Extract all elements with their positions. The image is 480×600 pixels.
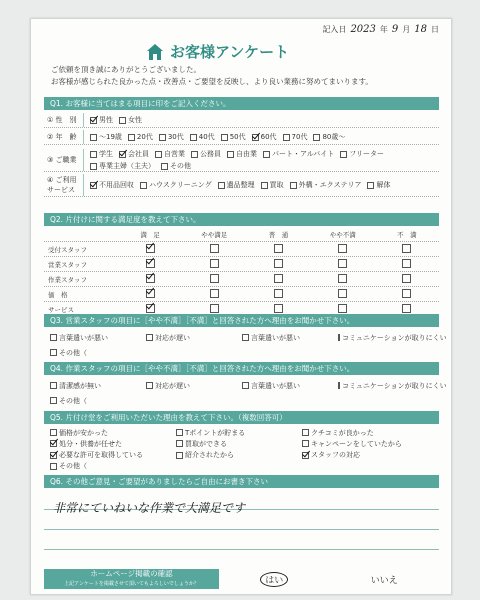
checkbox[interactable]: [242, 334, 249, 341]
q2-row-label: 作業スタッフ: [48, 275, 87, 284]
checkbox[interactable]: [176, 440, 183, 447]
checkbox-option[interactable]: [119, 115, 142, 125]
checkbox-option[interactable]: [90, 132, 122, 142]
checkbox-option[interactable]: [283, 132, 308, 142]
q2-column-header: 不 満: [397, 230, 417, 239]
q2-row-label: サービス: [48, 305, 74, 314]
checkbox[interactable]: [119, 117, 126, 124]
checkbox[interactable]: [146, 382, 153, 389]
rating-checkbox[interactable]: [402, 244, 411, 253]
checkbox[interactable]: [155, 151, 162, 158]
checkbox-label: 紹介されたから: [185, 451, 234, 460]
q1-row-label: ④ ご利用サービス: [44, 174, 84, 196]
rating-checkbox[interactable]: [210, 244, 219, 253]
page-title: [146, 41, 289, 62]
checkbox[interactable]: [283, 134, 290, 141]
checkbox[interactable]: [140, 182, 147, 189]
q2-cell: [118, 289, 182, 300]
checkbox-label: 言葉遣いが悪い: [251, 381, 300, 390]
checkbox-label: 自営業: [164, 150, 185, 158]
footer-consent: [44, 569, 439, 589]
checkbox-option[interactable]: [90, 161, 155, 171]
q2-cell: [311, 259, 375, 270]
q2-header: [44, 227, 439, 242]
checkbox[interactable]: [338, 334, 340, 341]
checkbox-option[interactable]: [242, 333, 332, 343]
q2-cell: [182, 274, 246, 285]
q2-column-header: やや満足: [201, 230, 228, 239]
date-month-unit: 月: [402, 25, 411, 34]
checkbox-label: 公務員: [200, 150, 221, 158]
checkbox-label: パート・アルバイト: [272, 150, 335, 158]
checkbox[interactable]: [90, 134, 97, 141]
checkbox-label: 対応が遅い: [155, 381, 190, 390]
checkbox-option[interactable]: [242, 381, 332, 391]
checkbox-option[interactable]: [119, 149, 149, 159]
checkbox-label: その他: [170, 162, 191, 170]
q2-cell: [182, 244, 246, 255]
checkbox-option[interactable]: [50, 348, 140, 358]
q3-options: [44, 330, 447, 360]
checkbox-option[interactable]: [146, 381, 236, 391]
checkbox-label: フリーター: [349, 150, 384, 158]
q2-cell: [246, 274, 310, 285]
rating-checkbox[interactable]: [210, 259, 219, 268]
checkbox-option[interactable]: [261, 180, 284, 190]
checkbox-option[interactable]: [340, 149, 384, 159]
q2-cell: [182, 259, 246, 270]
checkbox-label: コミュニケーションが取りにくい: [342, 333, 447, 342]
checkbox-label: 買取: [269, 181, 284, 189]
checkbox-option[interactable]: [191, 149, 221, 159]
checkbox-option[interactable]: [159, 132, 184, 142]
checkbox[interactable]: [191, 151, 198, 158]
rating-checkbox[interactable]: [338, 274, 347, 283]
checkbox-option[interactable]: [90, 115, 113, 125]
footer-label: [44, 569, 219, 589]
checkbox-option[interactable]: [227, 149, 257, 159]
checkbox-option[interactable]: [90, 149, 113, 159]
checkbox-option[interactable]: [161, 161, 191, 171]
checkbox[interactable]: [302, 452, 309, 459]
checkbox-label: 70代: [291, 133, 308, 141]
q2-column-header: 満 足: [140, 230, 160, 239]
checkbox[interactable]: [90, 163, 97, 170]
checkbox[interactable]: [302, 429, 309, 436]
q2-cell: [246, 289, 310, 300]
checkbox-label: 遺品整理: [226, 181, 255, 189]
checkbox-label: コミュニケーションが取りにくい: [342, 381, 447, 390]
rating-checkbox[interactable]: [210, 289, 219, 298]
checkbox-label: 女性: [128, 116, 142, 124]
checkbox-label: 言葉遣いが悪い: [251, 333, 300, 342]
checkbox-option[interactable]: [290, 180, 362, 190]
q1-row: [44, 149, 439, 172]
rating-checkbox[interactable]: [274, 259, 283, 268]
checkbox-label: キャンペーンをしていたから: [311, 439, 402, 448]
q2-cell: [118, 304, 182, 315]
q2-cell: [246, 259, 310, 270]
date-year-unit: 年: [379, 25, 388, 34]
checkbox-label: 対応が遅い: [155, 333, 190, 342]
checkbox-option[interactable]: [367, 180, 390, 190]
checkbox-label: 会社員: [128, 150, 149, 158]
q1-heading: Q1. お客様に当てはまる項目に印をご記入ください。: [44, 97, 439, 110]
q2-cell: [118, 274, 182, 285]
checkbox[interactable]: [50, 349, 57, 356]
checkbox[interactable]: [50, 440, 57, 447]
house-icon: [146, 43, 164, 61]
checkbox-option[interactable]: [252, 132, 277, 142]
checkbox-label: 80歳～: [322, 133, 346, 141]
footer-title: ホームページ掲載の確認: [90, 569, 173, 578]
checkbox-label: 30代: [167, 133, 184, 141]
checkbox-label: 男性: [99, 116, 113, 124]
date-label: 記入日: [322, 25, 347, 34]
checkbox-option[interactable]: [128, 132, 153, 142]
intro-line-1: ご依頼を頂き誠にありがとうございました。: [51, 65, 201, 74]
rating-checkbox[interactable]: [146, 289, 155, 298]
rating-checkbox[interactable]: [146, 244, 155, 253]
rating-checkbox[interactable]: [338, 304, 347, 313]
q3-heading: Q3. 営業スタッフの項目に［やや不満］［不満］と回答された方へ理由をお聞かせ下さい。: [44, 314, 439, 327]
consent-no-option[interactable]: いいえ: [370, 575, 398, 586]
q2-row: [44, 287, 439, 302]
rating-checkbox[interactable]: [402, 289, 411, 298]
checkbox[interactable]: [263, 151, 270, 158]
date-month: 9: [391, 24, 399, 35]
checkbox[interactable]: [252, 134, 259, 141]
consent-yes-option[interactable]: はい: [260, 572, 288, 587]
checkbox[interactable]: [90, 151, 97, 158]
checkbox[interactable]: [50, 382, 57, 389]
checkbox[interactable]: [90, 117, 97, 124]
checkbox-label: クチコミが良かった: [311, 428, 374, 437]
checkbox-option[interactable]: [90, 180, 134, 190]
q1-row-label: ③ ご職業: [44, 149, 84, 171]
checkbox-label: 不用品回収: [99, 181, 134, 189]
q2-cell: [118, 244, 182, 255]
checkbox[interactable]: [221, 134, 228, 141]
checkbox[interactable]: [176, 452, 183, 459]
checkbox[interactable]: [119, 151, 126, 158]
q2-cell: [118, 259, 182, 270]
checkbox[interactable]: [340, 151, 347, 158]
q2-cell: [375, 274, 439, 285]
rating-checkbox[interactable]: [274, 289, 283, 298]
q1-row-options: [84, 115, 439, 125]
checkbox-option[interactable]: [50, 381, 140, 391]
checkbox-option[interactable]: [50, 439, 170, 449]
checkbox-label: 自由業: [236, 150, 257, 158]
q2-column-header: 普 通: [268, 230, 289, 239]
checkbox-label: 50代: [229, 133, 246, 141]
checkbox[interactable]: [338, 382, 340, 389]
checkbox[interactable]: [313, 134, 320, 141]
intro-line-2: お客様が感じられた良かった点・改善点・ご要望を反映し、より良い業務に努めてまいります。: [51, 77, 373, 86]
checkbox-option[interactable]: [176, 428, 296, 438]
q2-grid: [44, 227, 439, 317]
checkbox[interactable]: [261, 182, 268, 189]
q2-cell: [311, 274, 375, 285]
q2-cell: [246, 244, 310, 255]
rating-checkbox[interactable]: [146, 274, 155, 283]
checkbox[interactable]: [176, 429, 183, 436]
date-line: [322, 24, 439, 35]
checkbox[interactable]: [50, 397, 57, 404]
checkbox[interactable]: [161, 163, 168, 170]
checkbox-option[interactable]: [190, 132, 215, 142]
checkbox-option[interactable]: [218, 180, 255, 190]
checkbox[interactable]: [367, 182, 374, 189]
checkbox-option[interactable]: [50, 333, 140, 343]
q5-options: [44, 427, 439, 472]
q1-row-options: [84, 149, 439, 171]
checkbox-label: 学生: [99, 150, 113, 158]
checkbox-label: 処分・供養が任せた: [59, 439, 122, 448]
checkbox[interactable]: [50, 429, 57, 436]
checkbox-label: その他（: [59, 396, 87, 405]
checkbox-label: 必要な許可を取得している: [59, 451, 143, 460]
checkbox-option[interactable]: [302, 450, 422, 460]
q1-row-label: ① 性 別: [44, 113, 84, 127]
handwritten-answer: 非常にていねいな作業で大満足です: [53, 501, 246, 515]
survey-sheet: [30, 18, 452, 595]
checkbox-option[interactable]: [50, 396, 140, 406]
checkbox[interactable]: [146, 334, 153, 341]
checkbox-option[interactable]: [313, 132, 345, 142]
q1-row: [44, 130, 439, 145]
rating-checkbox[interactable]: [402, 304, 411, 313]
checkbox-option[interactable]: [50, 428, 170, 438]
q2-row-label: 受付スタッフ: [48, 245, 87, 254]
q1-row-options: [84, 180, 439, 190]
rating-checkbox[interactable]: [402, 259, 411, 268]
q2-cell: [311, 244, 375, 255]
q2-cell: [246, 304, 310, 315]
q1-row-label: ② 年 齢: [44, 130, 84, 144]
q2-row-label: 営業スタッフ: [48, 260, 87, 269]
q2-cell: [311, 289, 375, 300]
checkbox-option[interactable]: [176, 439, 296, 449]
checkbox[interactable]: [227, 151, 234, 158]
checkbox-label: 専業主婦（主夫）: [99, 162, 155, 170]
q6-heading: Q6. その他ご意見・ご要望がありましたらご自由にお書き下さい: [44, 475, 439, 488]
rating-checkbox[interactable]: [146, 304, 155, 313]
checkbox-label: 買取ができる: [185, 439, 227, 448]
q2-cell: [182, 304, 246, 315]
date-day-unit: 日: [431, 25, 439, 34]
date-year: 2023: [350, 24, 376, 35]
checkbox-label: 20代: [136, 133, 153, 141]
checkbox[interactable]: [302, 440, 309, 447]
q4-options: [44, 378, 447, 408]
checkbox-option[interactable]: [221, 132, 246, 142]
rating-checkbox[interactable]: [146, 259, 155, 268]
q2-row-label: 価 格: [48, 290, 68, 299]
q2-row: [44, 257, 439, 272]
q2-column-header: やや不満: [329, 230, 356, 239]
rating-checkbox[interactable]: [210, 274, 219, 283]
q4-heading: Q4. 作業スタッフの項目に［やや不満］［不満］と回答された方へ理由をお聞かせ下さい。: [44, 362, 439, 375]
checkbox-label: 解体: [376, 181, 391, 189]
rating-checkbox[interactable]: [274, 304, 283, 313]
rating-checkbox[interactable]: [210, 304, 219, 313]
q1-row-options: [84, 132, 439, 142]
q2-cell: [375, 259, 439, 270]
q2-cell: [182, 289, 246, 300]
checkbox-option[interactable]: [263, 149, 334, 159]
checkbox-label: 外構・エクステリア: [298, 181, 362, 189]
checkbox-option[interactable]: [176, 450, 296, 460]
checkbox-option[interactable]: [155, 149, 185, 159]
checkbox-label: ～19歳: [99, 133, 122, 141]
checkbox-option[interactable]: [338, 333, 447, 343]
checkbox-option[interactable]: [140, 180, 212, 190]
checkbox-label: 清潔感が無い: [59, 381, 101, 390]
checkbox-label: 40代: [198, 133, 215, 141]
rating-checkbox[interactable]: [274, 274, 283, 283]
checkbox[interactable]: [50, 452, 57, 459]
q2-cell: [375, 244, 439, 255]
rating-checkbox[interactable]: [338, 289, 347, 298]
checkbox-option[interactable]: [302, 428, 422, 438]
checkbox-label: 価格が安かった: [59, 428, 108, 437]
q2-cell: [311, 304, 375, 315]
q2-row: [44, 242, 439, 257]
rating-checkbox[interactable]: [338, 244, 347, 253]
checkbox-label: ハウスクリーニング: [149, 181, 212, 189]
checkbox-label: スタッフの対応: [311, 451, 360, 460]
checkbox[interactable]: [50, 334, 57, 341]
checkbox-label: Tポイントが貯まる: [185, 428, 246, 437]
footer-sub: 上記アンケートを掲載させて頂いてもよろしいでしょうか？: [64, 581, 199, 587]
q1-row: [44, 113, 439, 128]
rating-checkbox[interactable]: [274, 244, 283, 253]
q1-row: [44, 174, 439, 197]
checkbox-label: その他（: [59, 348, 87, 357]
checkbox-option[interactable]: [302, 439, 422, 449]
intro-text: [51, 64, 441, 88]
rating-checkbox[interactable]: [402, 274, 411, 283]
checkbox[interactable]: [128, 134, 135, 141]
checkbox-option[interactable]: [338, 381, 447, 391]
q2-cell: [375, 304, 439, 315]
checkbox-option[interactable]: [50, 450, 170, 460]
checkbox[interactable]: [242, 382, 249, 389]
checkbox[interactable]: [290, 182, 297, 189]
checkbox-option[interactable]: [146, 333, 236, 343]
checkbox[interactable]: [90, 182, 97, 189]
q2-heading: Q2. 片付けに関する満足度を教えて下さい。: [44, 213, 439, 226]
checkbox[interactable]: [218, 182, 225, 189]
date-day: 18: [414, 24, 427, 35]
answer-line-2: [44, 529, 439, 530]
q5-heading: Q5. 片付け堂をご利用いただいた理由を教えて下さい。（複数回答可）: [44, 411, 439, 424]
checkbox[interactable]: [190, 134, 197, 141]
checkbox-label: 60代: [260, 133, 277, 141]
checkbox[interactable]: [50, 463, 57, 470]
rating-checkbox[interactable]: [338, 259, 347, 268]
q2-cell: [375, 289, 439, 300]
checkbox-label: その他（: [59, 462, 87, 471]
title-text: お客様アンケート: [170, 43, 290, 61]
checkbox-label: 言葉遣いが悪い: [59, 333, 108, 342]
checkbox[interactable]: [159, 134, 166, 141]
checkbox-option[interactable]: [50, 461, 170, 471]
answer-line-3: [44, 549, 439, 550]
q2-row: [44, 272, 439, 287]
